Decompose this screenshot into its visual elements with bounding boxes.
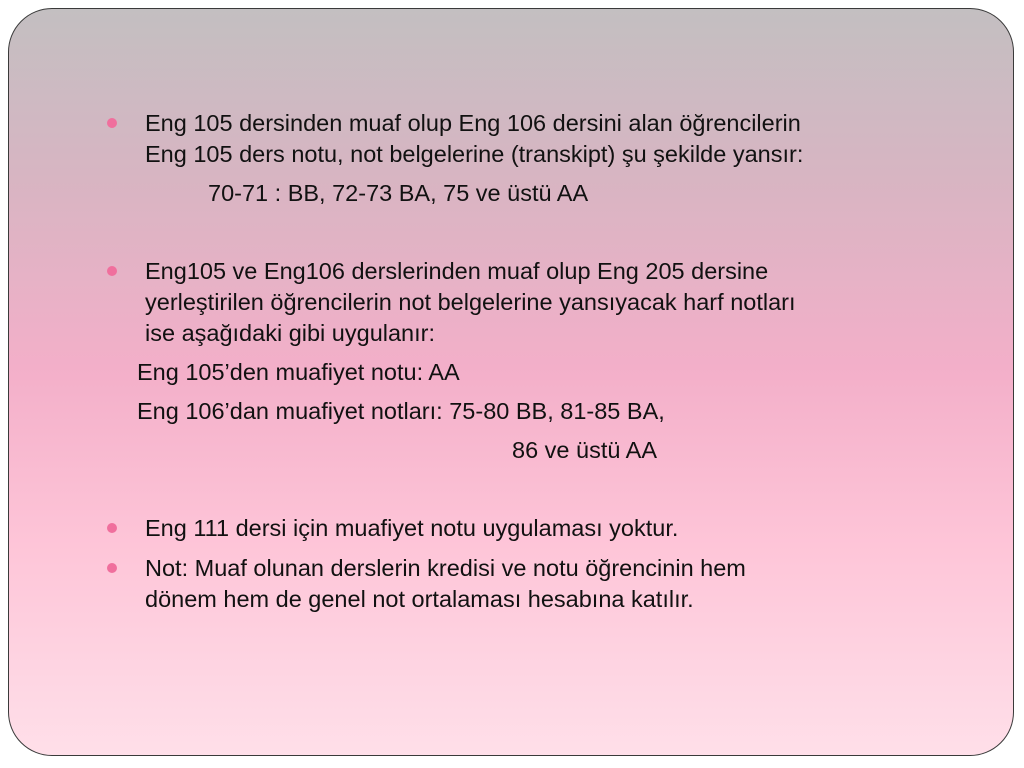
bullet-1-line-2: Eng 105 ders notu, not belgelerine (transkipt) şu şekilde yansır:: [145, 141, 804, 167]
bullet-3-line-1: Eng 111 dersi için muafiyet notu uygulaması yoktur.: [145, 515, 679, 541]
bullet-2-line-2: yerleştirilen öğrencilerin not belgelerine yansıyacak harf notları: [145, 289, 796, 315]
bullet-marker-2: [107, 266, 117, 276]
bullet-marker-4: [107, 563, 117, 573]
bullet-4-line-1: Not: Muaf olunan derslerin kredisi ve notu öğrencinin hem: [145, 555, 746, 581]
bullet-2-line-1: Eng105 ve Eng106 derslerinden muaf olup Eng 205 dersine: [145, 258, 769, 284]
bullet-2-line-3: ise aşağıdaki gibi uygulanır:: [145, 320, 436, 346]
bullet-2-detail-3: 86 ve üstü AA: [512, 437, 658, 463]
bullet-2-detail-2: Eng 106’dan muafiyet notları: 75-80 BB, 81-85 BA,: [137, 398, 665, 424]
bullet-2-detail-1: Eng 105’den muafiyet notu: AA: [137, 359, 460, 385]
bullet-4-line-2: dönem hem de genel not ortalaması hesabına katılır.: [145, 586, 694, 612]
bullet-1-line-1: Eng 105 dersinden muaf olup Eng 106 dersini alan öğrencilerin: [145, 110, 801, 136]
bullet-marker-3: [107, 523, 117, 533]
bullet-1-detail: 70-71 : BB, 72-73 BA, 75 ve üstü AA: [208, 180, 589, 206]
bullet-marker-1: [107, 118, 117, 128]
